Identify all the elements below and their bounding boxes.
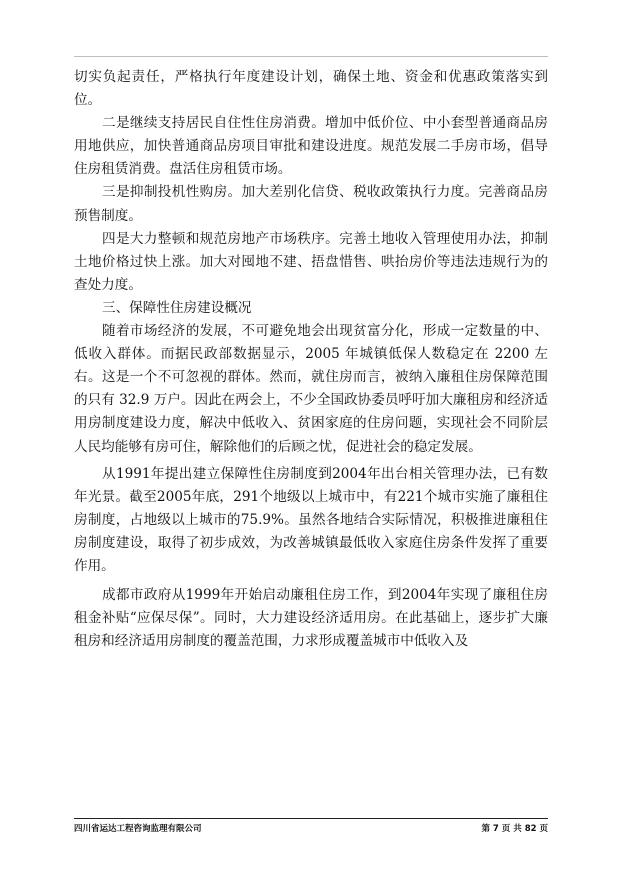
paragraph-point-three: 三是抑制投机性购房。加大差别化信贷、税收政策执行力度。完善商品房预售制度。	[74, 184, 548, 224]
document-body	[74, 66, 548, 653]
paragraph-chengdu: 成都市政府从1999年开始启动廉租住房工作，到2004年实现了廉租住房租金补贴“应保尽保”。同时，大力建设经济适用房。在此基础上，逐步扩大廉租房和经济适用房制度的覆盖范围，力求形成覆盖城市中低收入及	[74, 587, 548, 650]
footer-company: 四川省运达工程咨询监理有限公司	[74, 824, 202, 834]
footer-page-number: 第 7 页 共 82 页	[481, 824, 548, 834]
section-heading: 三、保障性住房建设概况	[102, 299, 252, 316]
paragraph-point-four: 四是大力整顿和规范房地产市场秩序。完善土地收入管理使用办法，抑制土地价格过快上涨。加大对囤地不建、捂盘惜售、哄抬房价等违法违规行为的查处力度。	[74, 230, 548, 293]
paragraph-continuation: 切实负起责任，严格执行年度建设计划，确保土地、资金和优惠政策落实到位。	[74, 69, 548, 109]
paragraph-point-two: 二是继续支持居民自住性住房消费。增加中低价位、中小套型普通商品房用地供应，加快普通商品房项目审批和建设进度。规范发展二手房市场，倡导住房租赁消费。盘活住房租赁市场。	[74, 115, 548, 178]
header-rule	[74, 56, 548, 57]
footer-rule	[74, 818, 548, 819]
paragraph-history: 从1991年提出建立保障性住房制度到2004年出台相关管理办法，已有数年光景。截至2005年底，291个地级以上城市中，有221个城市实施了廉租住房制度，占地级以上城市的75.9%。虽然各地结合实际情况，积极推进廉租住房制度建设，取得了初步成效，为改善城镇最低收入家庭住房条件发挥了重要作用。	[74, 465, 548, 574]
paragraph-overview: 随着市场经济的发展，不可避免地会出现贫富分化，形成一定数量的中、低收入群体。而据民政部数据显示，2005 年城镇低保人数稳定在 2200 左右。这是一个不可忽视的群体。然而，就住房而言，被纳入廉租住房保障范围的只有 32.9 万户。因此在两会上，不少全国政协委员呼吁加大廉租房和经济适用房制度建设力度，解决中低收入、贫困家庭的住房问题，实现社会不同阶层人民均能够有房可住，解除他们的后顾之忧，促进社会的稳定发展。	[74, 323, 548, 455]
